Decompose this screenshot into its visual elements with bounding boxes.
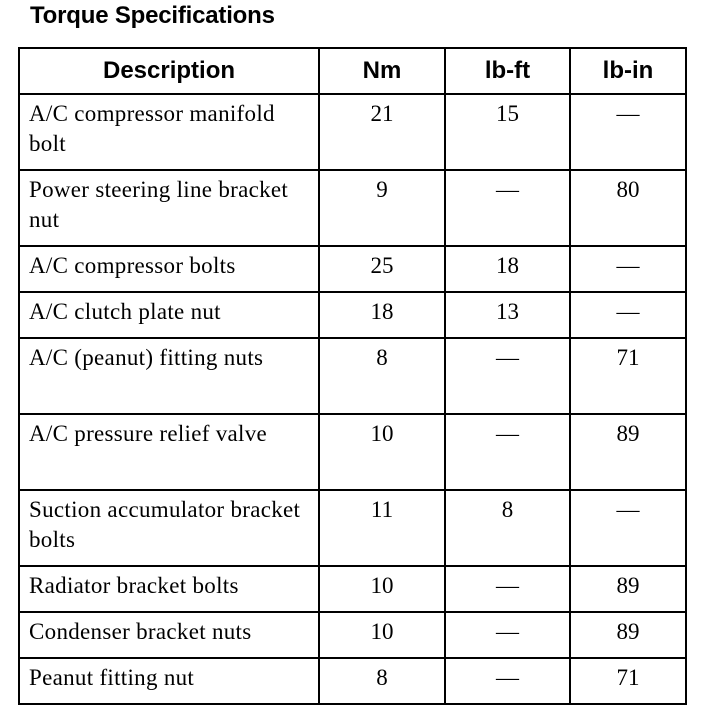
header-row [19,48,686,94]
table-row [19,658,686,704]
row-lbft: — [445,658,570,704]
table-row [19,338,686,414]
row-lbft: 18 [445,246,570,292]
table-row [19,246,686,292]
row-description: A/C compressor bolts [19,246,319,292]
torque-spec-table [18,47,687,705]
row-lbft: 13 [445,292,570,338]
row-nm: 18 [319,292,445,338]
row-nm: 11 [319,490,445,566]
row-description: A/C clutch plate nut [19,292,319,338]
table-row [19,612,686,658]
header-lbin: lb-in [570,48,686,94]
table-row [19,94,686,170]
row-description: A/C compressor manifold bolt [19,94,319,170]
row-lbft: 15 [445,94,570,170]
row-nm: 25 [319,246,445,292]
table-row [19,414,686,490]
row-nm: 8 [319,658,445,704]
row-description: Radiator bracket bolts [19,566,319,612]
row-lbin: 71 [570,338,686,414]
row-lbft: — [445,170,570,246]
table-row [19,170,686,246]
row-lbin: — [570,490,686,566]
row-lbft: — [445,338,570,414]
row-lbin: 71 [570,658,686,704]
row-description: Power steering line bracket nut [19,170,319,246]
row-lbft: — [445,414,570,490]
row-lbin: 80 [570,170,686,246]
page-title: Torque Specifications [30,2,275,29]
row-lbin: 89 [570,566,686,612]
row-description: Suction accumulator bracket bolts [19,490,319,566]
row-nm: 21 [319,94,445,170]
row-description: Condenser bracket nuts [19,612,319,658]
row-lbft: — [445,566,570,612]
table-row [19,490,686,566]
row-lbin: 89 [570,414,686,490]
row-lbin: 89 [570,612,686,658]
row-lbin: — [570,246,686,292]
row-lbft: — [445,612,570,658]
row-nm: 9 [319,170,445,246]
header-nm: Nm [319,48,445,94]
row-nm: 8 [319,338,445,414]
row-nm: 10 [319,414,445,490]
row-description: A/C (peanut) fitting nuts [19,338,319,414]
row-lbin: — [570,292,686,338]
header-lbft: lb-ft [445,48,570,94]
row-description: Peanut fitting nut [19,658,319,704]
header-description: Description [19,48,319,94]
row-lbft: 8 [445,490,570,566]
row-nm: 10 [319,566,445,612]
table-row [19,292,686,338]
row-lbin: — [570,94,686,170]
row-description: A/C pressure relief valve [19,414,319,490]
table-row [19,566,686,612]
row-nm: 10 [319,612,445,658]
